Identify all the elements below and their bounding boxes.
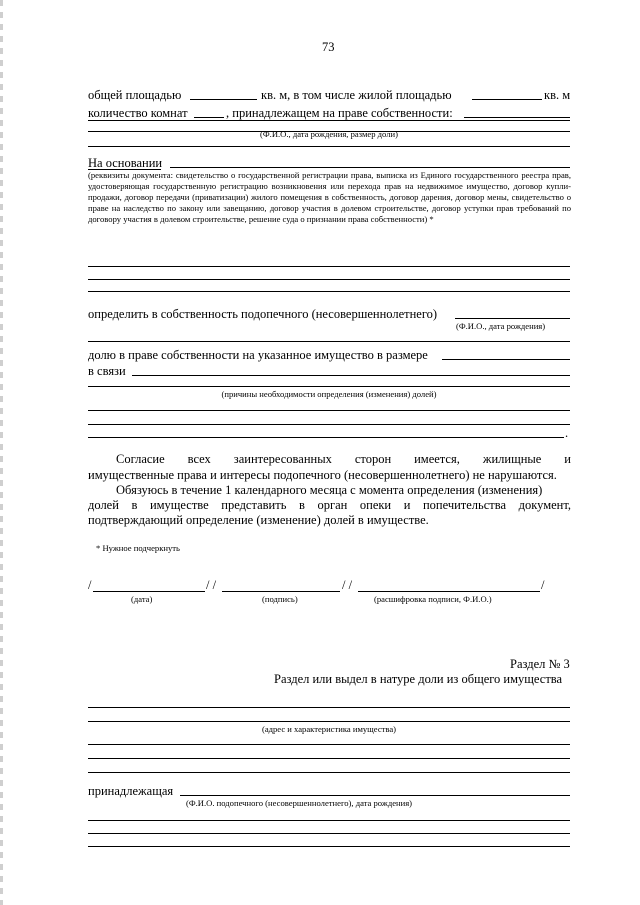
reasons-line-1[interactable]: [88, 386, 570, 387]
rooms-blank[interactable]: [194, 117, 224, 118]
address-line-3[interactable]: [88, 744, 570, 745]
reasons-line-3[interactable]: [88, 424, 570, 425]
ownership-blank[interactable]: [464, 117, 570, 118]
date-blank[interactable]: [93, 591, 205, 592]
basis-line-2[interactable]: [88, 279, 570, 280]
consent-word: Согласие: [116, 452, 165, 466]
address-line-4[interactable]: [88, 758, 570, 759]
reasons-line-2[interactable]: [88, 410, 570, 411]
obligation-line-2: долей в имуществе представить в орган опеки и попечительства документ,: [88, 498, 571, 512]
trailing-dot: .: [565, 426, 569, 440]
sign-slash-end: /: [541, 578, 545, 592]
owner-line-1[interactable]: [88, 120, 570, 121]
basis-line-3[interactable]: [88, 291, 570, 292]
reasons-line-4[interactable]: [88, 437, 564, 438]
basis-blank[interactable]: [170, 167, 570, 168]
share-text: долю в праве собственности на указанное имущество в размере: [88, 348, 428, 362]
ward-line[interactable]: [88, 341, 570, 342]
share-blank[interactable]: [442, 359, 570, 360]
obligation-line-1: Обязуюсь в течение 1 календарного месяца с момента определения (изменения): [116, 483, 543, 497]
decoding-blank[interactable]: [358, 591, 540, 592]
area-label: общей площадью: [88, 88, 182, 102]
consent-word: имеется,: [414, 452, 460, 466]
consent-line-2: имущественные права и интересы подопечного (несовершеннолетнего) не нарушаются.: [88, 468, 557, 482]
consent-word: и: [564, 452, 571, 466]
sign-slash-mid-1: / /: [206, 578, 217, 592]
footnote: * Нужное подчеркнуть: [96, 543, 180, 553]
rooms-label: количество комнат: [88, 106, 188, 120]
consent-word: всех: [187, 452, 211, 466]
sq-m-label: кв. м: [544, 88, 571, 102]
belonging-caption: (Ф.И.О. подопечного (несовершеннолетнего), дата рождения): [186, 798, 413, 808]
date-caption: (дата): [131, 594, 153, 604]
belonging-line-3[interactable]: [88, 846, 570, 847]
address-line-5[interactable]: [88, 772, 570, 773]
ward-caption: (Ф.И.О., дата рождения): [456, 321, 546, 331]
basis-line-1[interactable]: [88, 266, 570, 267]
address-caption: (адрес и характеристика имущества): [261, 724, 397, 734]
page-number: 73: [322, 40, 335, 54]
obligation-line-3: подтверждающий определение (изменение) долей в имуществе.: [88, 513, 429, 527]
due-to-blank[interactable]: [132, 375, 570, 376]
sign-slash-start: /: [88, 578, 92, 592]
belonging-line-1[interactable]: [88, 820, 570, 821]
section3-heading: Раздел № 3: [510, 657, 570, 671]
signature-caption: (подпись): [262, 594, 298, 604]
address-line-2[interactable]: [88, 721, 570, 722]
ward-blank[interactable]: [455, 318, 570, 319]
address-line-1[interactable]: [88, 707, 570, 708]
signature-blank[interactable]: [222, 591, 340, 592]
total-area-blank[interactable]: [190, 99, 257, 100]
consent-word: заинтересованных: [233, 452, 332, 466]
determine-text: определить в собственность подопечного (несовершеннолетнего): [88, 307, 438, 321]
owner-line-3[interactable]: [88, 146, 570, 147]
scan-edge-marks: [0, 0, 3, 905]
sign-slash-mid-2: / /: [342, 578, 353, 592]
due-to-label: в связи: [88, 364, 126, 378]
decoding-caption: (расшифровка подписи, Ф.И.О.): [374, 594, 492, 604]
living-area-label: кв. м, в том числе жилой площадью: [261, 88, 452, 102]
owner-caption: (Ф.И.О., дата рождения, размер доли): [260, 129, 398, 139]
ownership-label: , принадлежащем на праве собственности:: [226, 106, 453, 120]
belonging-blank[interactable]: [180, 795, 570, 796]
basis-label: На основании: [88, 156, 163, 170]
consent-word: сторон: [354, 452, 392, 466]
consent-line-1: [88, 452, 571, 466]
belonging-line-2[interactable]: [88, 833, 570, 834]
reasons-caption: (причины необходимости определения (изменения) долей): [221, 389, 437, 399]
section3-title: Раздел или выдел в натуре доли из общего имущества: [274, 672, 563, 686]
belonging-label: принадлежащая: [88, 784, 174, 798]
living-area-blank[interactable]: [472, 99, 542, 100]
basis-note: (реквизиты документа: свидетельство о государственной регистрации права, выписка из Единого государственного реестра прав, удостоверяющая государственную регистрацию возникновения или перехода прав на недвижимое имущество, договор купли-продажи, договор передачи (приватизации) жилого помещения в собственность, договор дарения, договор мены, свидетельство о праве на наследство по закону или завещанию, договор участия в долевом строительстве, договор уступки прав требований по договору участия в долевом строительстве, решение суда о признании права собственности) *: [88, 170, 571, 224]
consent-word: жилищные: [482, 452, 542, 466]
